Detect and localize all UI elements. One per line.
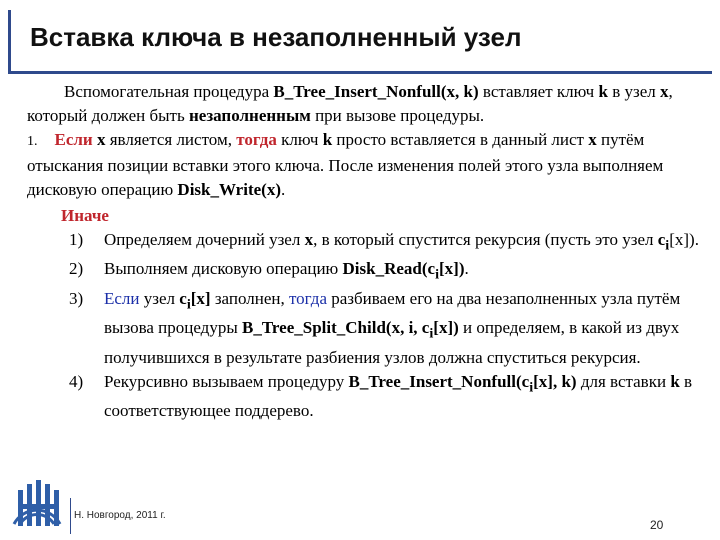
step-text: [x]).: [669, 230, 699, 249]
case1-paragraph: [27, 128, 707, 202]
keyword-else: Иначе: [61, 206, 109, 225]
list-item: [27, 370, 707, 423]
case1-text: просто вставляется в данный лист: [332, 130, 589, 149]
case-number: 1.: [27, 134, 38, 149]
split-child-call: [x]): [433, 318, 459, 338]
var-x: x: [304, 230, 314, 249]
disk-write-call: Disk_Write(x): [177, 180, 281, 199]
step-text: Определяем дочерний узел: [104, 230, 305, 249]
subscript-i: i: [529, 378, 534, 395]
var-x: x: [96, 130, 106, 149]
step-text: разбиваем его на два незаполненных узла путём вызова процедуры: [104, 288, 681, 338]
insert-nonfull-call: B_Tree_Insert_Nonfull(c: [348, 371, 530, 391]
step-text: и определяем, в какой из двух получившихся в результате разбиения узлов должна спуститься рекурсия.: [104, 318, 680, 367]
intro-text: при вызове процедуры.: [310, 106, 485, 125]
footer-city-year: Н. Новгород, 2011 г.: [74, 510, 166, 521]
step-text: в соответствующее поддерево.: [104, 371, 693, 420]
var-c: c: [657, 230, 666, 249]
var-x: x: [588, 130, 597, 149]
step-text: заполнен,: [210, 288, 289, 308]
list-item: [27, 287, 707, 370]
page-number: 20: [650, 518, 664, 532]
disk-read-call: [x]): [439, 259, 465, 279]
slide-body: [27, 80, 707, 423]
emphasis-nonfull: незаполненным: [188, 106, 311, 125]
disk-read-call: Disk_Read(c: [342, 259, 436, 279]
university-logo: [6, 476, 68, 534]
case1-text: .: [280, 180, 286, 199]
keyword-then: тогда: [288, 288, 327, 308]
else-heading: [61, 204, 707, 228]
split-child-call: B_Tree_Split_Child(x, i, c: [242, 318, 430, 338]
step-text: , в который спустится рекурсия (пусть это узел: [313, 230, 658, 249]
case1-text: ключ: [276, 130, 323, 149]
subscript-i: i: [429, 325, 434, 342]
var-x: x: [660, 82, 669, 101]
list-item: [27, 257, 707, 286]
var-x: [x]: [190, 288, 211, 308]
step-number: 4): [69, 371, 84, 391]
step-text: для вставки: [576, 371, 671, 391]
step-number: 1): [69, 230, 84, 249]
step-number: 2): [69, 259, 84, 279]
intro-text: Вспомогательная процедура: [64, 82, 274, 101]
var-k: k: [670, 371, 680, 391]
step-text: узел: [139, 288, 180, 308]
slide-title: Вставка ключа в незаполненный узел: [30, 22, 522, 52]
intro-paragraph: [27, 80, 707, 128]
steps-list: [27, 228, 707, 423]
subscript-i: i: [435, 266, 440, 283]
intro-text: , который должен быть: [27, 82, 673, 125]
footer-divider: [70, 498, 71, 534]
var-k: k: [322, 130, 333, 149]
intro-text: вставляет ключ: [478, 82, 599, 101]
keyword-if: Если: [104, 288, 140, 308]
step-text: Выполняем дисковую операцию: [104, 259, 343, 279]
case1-text: путём отыскания позиции вставки этого ключа. После изменения полей этого узла выполняем дисковую операцию: [27, 130, 664, 199]
case1-text: является листом,: [105, 130, 237, 149]
list-item: [27, 228, 707, 257]
var-k: k: [598, 82, 608, 101]
step-number: 3): [69, 288, 84, 308]
step-text: .: [464, 259, 469, 279]
var-c: c: [179, 288, 187, 308]
keyword-then: тогда: [236, 130, 277, 149]
step-text: Рекурсивно вызываем процедуру: [104, 371, 349, 391]
insert-nonfull-call: [x], k): [533, 371, 577, 391]
subscript-i: i: [186, 296, 191, 313]
subscript-i: i: [665, 237, 670, 254]
intro-text: в узел: [607, 82, 660, 101]
procedure-name: B_Tree_Insert_Nonfull(x, k): [273, 82, 479, 101]
keyword-if: Если: [54, 130, 93, 149]
